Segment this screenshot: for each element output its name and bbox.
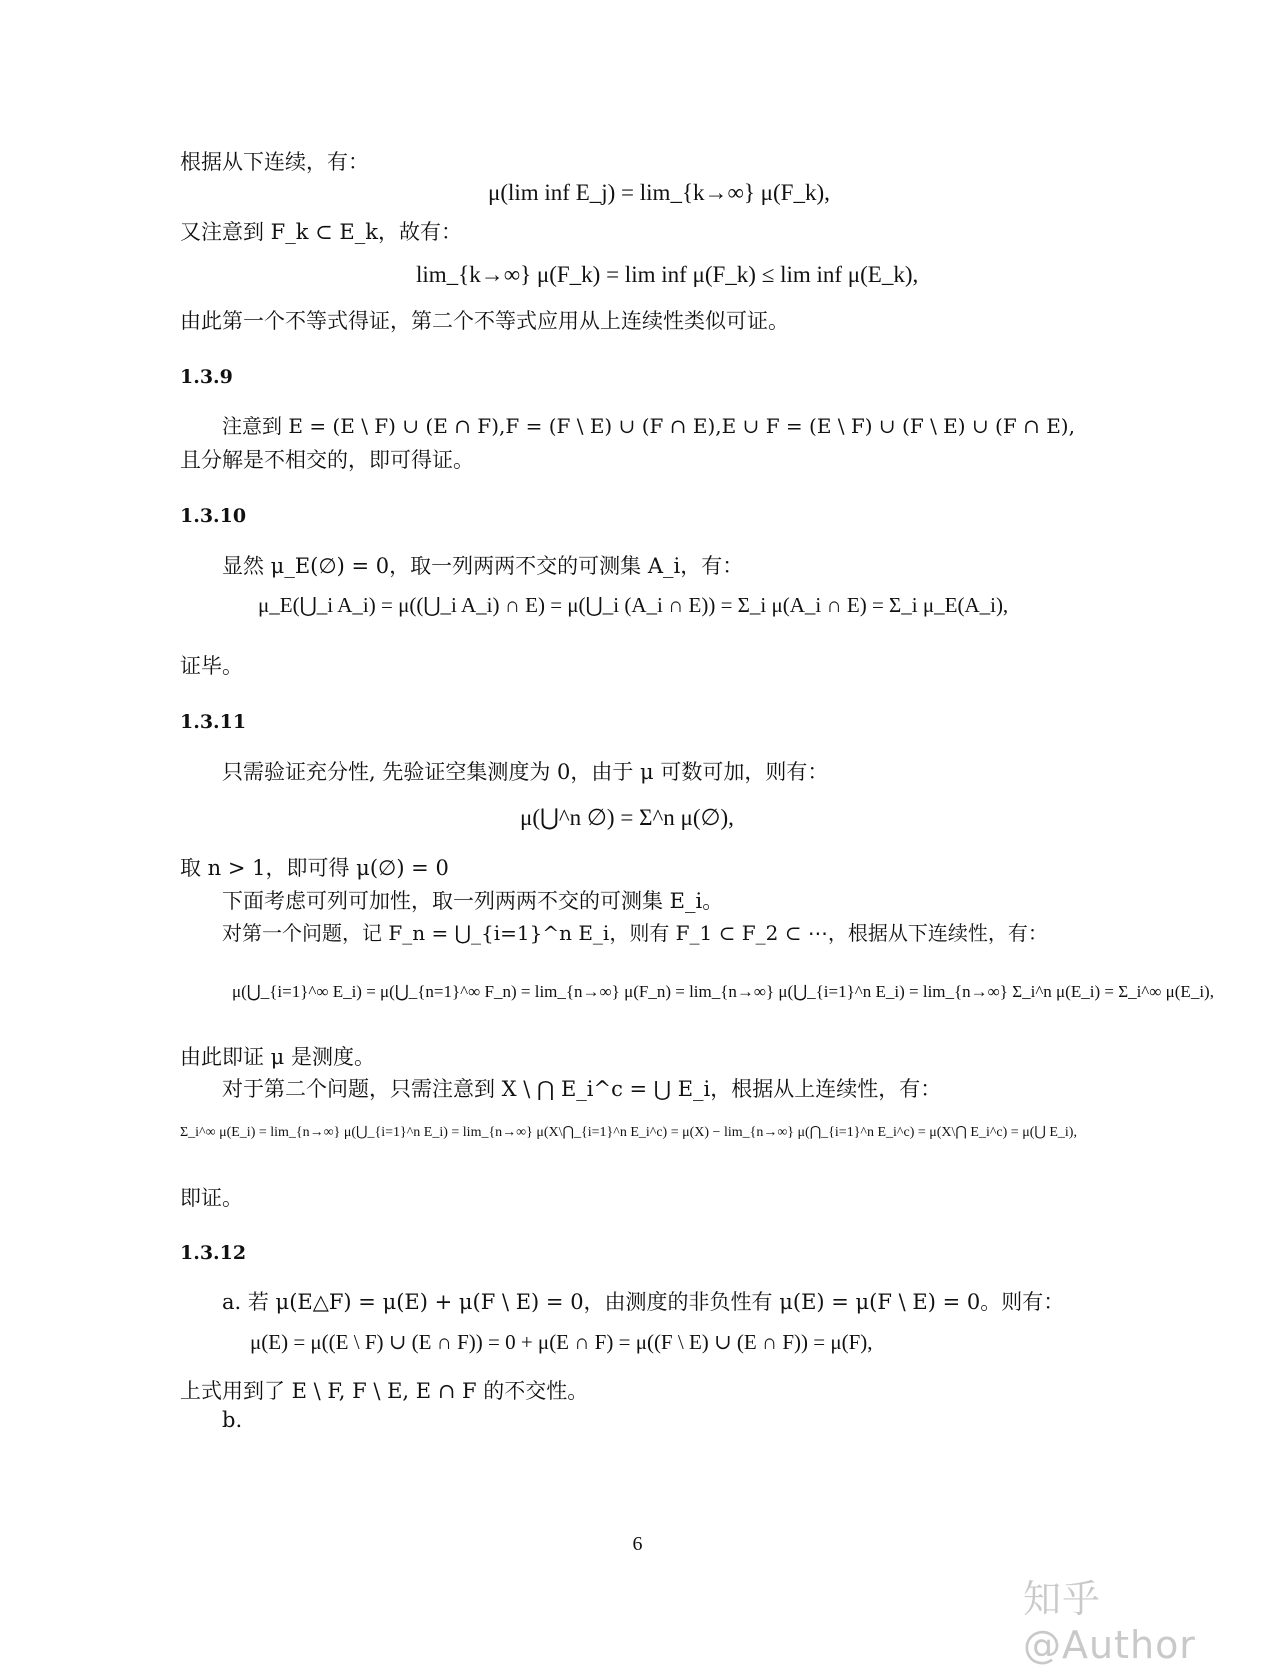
text-line: 对于第二个问题，只需注意到 X \ ⋂ E_i^c = ⋃ E_i，根据从上连续性，有： — [222, 1077, 942, 1101]
text-line: 即证。 — [180, 1186, 243, 1210]
equation: μ(⋃_{i=1}^∞ E_i) = μ(⋃_{n=1}^∞ F_n) = lim_{n→∞} μ(F_n) = lim_{n→∞} μ(⋃_{i=1}^n E_i) = lim_{n→∞} Σ_i^n μ(E_i) = Σ_i^∞ μ(E_i), — [232, 982, 1214, 1001]
text-line: 显然 μ_E(∅) = 0，取一列两两不交的可测集 A_i，有： — [222, 554, 744, 578]
text-line: b. — [222, 1408, 243, 1432]
section-heading: 1.3.12 — [180, 1242, 247, 1264]
text-line: 根据从下连续，有： — [180, 150, 369, 174]
text-line: 注意到 E = (E \ F) ∪ (E ∩ F),F = (F \ E) ∪ (F ∩ E),E ∪ F = (E \ F) ∪ (F \ E) ∪ (F ∩ E), — [222, 414, 1075, 438]
text-line: 对第一个问题，记 F_n = ⋃_{i=1}^n E_i，则有 F_1 ⊂ F_2 ⊂ ⋯，根据从下连续性，有： — [222, 921, 1048, 945]
text-line: 又注意到 F_k ⊂ E_k，故有： — [180, 220, 462, 244]
text-line: 由此第一个不等式得证，第二个不等式应用从上连续性类似可证。 — [180, 309, 789, 333]
equation: lim_{k→∞} μ(F_k) = lim inf μ(F_k) ≤ lim inf μ(E_k), — [416, 262, 919, 287]
text-line: 只需验证充分性, 先验证空集测度为 0，由于 μ 可数可加，则有： — [222, 760, 829, 784]
text-line: 由此即证 μ 是测度。 — [180, 1045, 375, 1069]
section-heading: 1.3.10 — [180, 505, 247, 527]
text-line: 证毕。 — [180, 654, 243, 678]
equation: μ(lim inf E_j) = lim_{k→∞} μ(F_k), — [488, 180, 830, 205]
section-heading: 1.3.9 — [180, 366, 233, 388]
section-heading: 1.3.11 — [180, 711, 247, 733]
watermark: 知乎 @Author — [1023, 1577, 1196, 1667]
text-line: 上式用到了 E \ F, F \ E, E ∩ F 的不交性。 — [180, 1379, 589, 1403]
equation: μ(⋃^n ∅) = Σ^n μ(∅), — [520, 805, 734, 830]
page-number: 6 — [632, 1533, 643, 1555]
equation: μ(E) = μ((E \ F) ∪ (E ∩ F)) = 0 + μ(E ∩ F) = μ((F \ E) ∪ (E ∩ F)) = μ(F), — [250, 1330, 873, 1354]
text-line: a. 若 μ(E△F) = μ(E) + μ(F \ E) = 0，由测度的非负性有 μ(E) = μ(F \ E) = 0。则有： — [222, 1290, 1065, 1314]
equation: μ_E(⋃_i A_i) = μ((⋃_i A_i) ∩ E) = μ(⋃_i (A_i ∩ E)) = Σ_i μ(A_i ∩ E) = Σ_i μ_E(A_i), — [258, 593, 1009, 617]
text-line: 取 n > 1，即可得 μ(∅) = 0 — [180, 856, 449, 880]
text-line: 下面考虑可列可加性，取一列两两不交的可测集 E_i。 — [222, 889, 724, 913]
text-line: 且分解是不相交的，即可得证。 — [180, 448, 474, 472]
equation: Σ_i^∞ μ(E_i) = lim_{n→∞} μ(⋃_{i=1}^n E_i) = lim_{n→∞} μ(X\⋂_{i=1}^n E_i^c) = μ(X) − lim_{n→∞} μ(⋂_{i=1}^n E_i^c) = μ(X\⋂ E_i^c) = μ(⋃ E_i), — [180, 1125, 1077, 1140]
